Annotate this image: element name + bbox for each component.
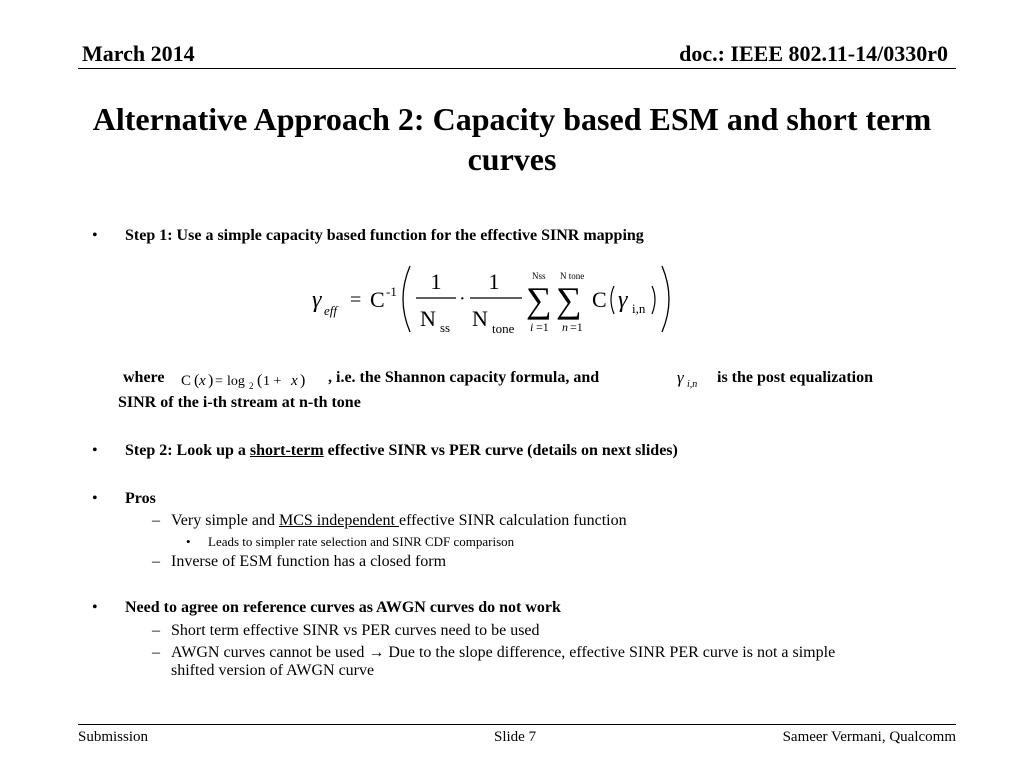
eq-paren-small-right-icon	[652, 286, 655, 314]
eq-equals: =	[350, 289, 362, 311]
bullet-dot-icon: •	[92, 599, 98, 616]
where-line	[123, 369, 164, 387]
where-text1: , i.e. the Shannon capacity formula, and	[328, 369, 600, 386]
eq-eff: eff	[324, 303, 337, 318]
eq-tone: tone	[492, 321, 515, 336]
eq-sum1-top: Nss	[532, 271, 546, 281]
formula-paren2-close-icon: )	[300, 372, 306, 389]
gamma-in-symbol	[674, 366, 714, 392]
bullet-dot-icon: •	[186, 534, 191, 549]
where-word: where	[123, 369, 165, 386]
footer-rule	[78, 724, 956, 725]
eq-sum1-i: i	[530, 320, 534, 334]
footer-slide-number: Slide 7	[494, 729, 537, 745]
where-gamma-sub: i,n	[687, 379, 698, 390]
bullet-dot-icon: •	[92, 490, 98, 507]
step2-text: Step 2: Look up a short-term effective SINR vs PER curve (details on next slides)	[125, 442, 678, 459]
footer-submission: Submission	[78, 729, 149, 745]
where-gamma: γ	[677, 368, 684, 387]
mcs-independent-underline: MCS independent	[278, 512, 399, 529]
footer-author: Sameer Vermani, Qualcomm	[782, 729, 956, 745]
dash-icon: –	[152, 553, 160, 570]
short-term-underline: short-term	[249, 442, 324, 459]
eq-gamma-in: γ	[618, 287, 628, 313]
eq-inverse: -1	[386, 284, 397, 299]
header-rule	[78, 68, 956, 69]
formula-one-plus: 1 +	[263, 374, 282, 389]
eq-paren-right-icon	[662, 266, 669, 332]
step1-text: Step 1: Use a simple capacity based function for the effective SINR mapping	[125, 227, 644, 244]
formula-x1: x	[199, 373, 206, 389]
eq-sum2-n: n	[562, 320, 568, 334]
eq-paren-left-icon	[403, 266, 410, 332]
formula-two: 2	[249, 381, 254, 391]
pros-heading: Pros	[125, 490, 156, 507]
eq-sum1-lower: =1	[536, 320, 549, 334]
header-doc-id: doc.: IEEE 802.11-14/0330r0	[679, 41, 948, 66]
dash-icon: –	[152, 644, 160, 661]
dash-icon: –	[152, 512, 160, 529]
eq-num-1: 1	[430, 269, 442, 294]
capacity-formula	[178, 366, 318, 392]
formula-x2: x	[291, 373, 298, 389]
eq-c-inv: C	[370, 287, 385, 312]
eq-ss: ss	[440, 320, 451, 335]
eq-num-2: 1	[488, 269, 500, 294]
header-date: March 2014	[82, 41, 195, 66]
eq-paren-small-left-icon	[611, 286, 614, 314]
eq-den-n-tone: N	[472, 306, 488, 331]
eq-gamma: γ	[312, 287, 322, 313]
eq-dot: ·	[459, 288, 466, 310]
eq-c: C	[592, 287, 607, 312]
eq-sum2-lower: =1	[570, 320, 583, 334]
slide-title: Alternative Approach 2: Capacity based ESM and short term curves	[92, 101, 932, 177]
eq-sum1-sigma: ∑	[526, 280, 552, 320]
where-text2: is the post equalization	[717, 369, 874, 386]
formula-eq: =	[215, 374, 223, 389]
eq-sum2-top: N tone	[560, 271, 585, 281]
where-line2: SINR of the i-th stream at n-th tone	[118, 394, 361, 411]
need-text: Need to agree on reference curves as AWGN curves do not work	[125, 599, 561, 616]
eq-in-sub: i,n	[632, 301, 646, 316]
formula-paren-close-icon: )	[208, 372, 214, 389]
eq-sum2-sigma: ∑	[556, 280, 582, 320]
arrow-right-icon: →	[368, 644, 385, 661]
bullet-dot-icon: •	[92, 442, 98, 459]
formula-c: C	[181, 373, 192, 389]
formula-paren2-open-icon: (	[257, 372, 263, 389]
formula-paren-open-icon: (	[194, 372, 200, 389]
eq-den-n-ss: N	[420, 306, 436, 331]
esm-equation	[300, 258, 690, 340]
bullet-dot-icon: •	[92, 227, 98, 244]
formula-log: log	[227, 374, 245, 389]
dash-icon: –	[152, 622, 160, 639]
